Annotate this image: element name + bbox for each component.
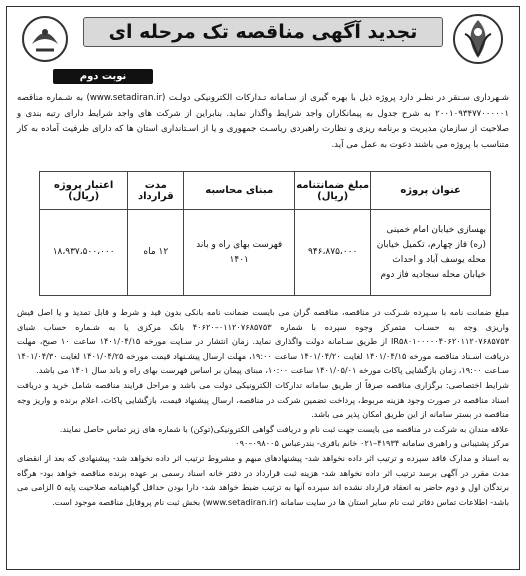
projects-table (39, 171, 491, 296)
cell-duration: ۱۲ ماه (128, 210, 184, 296)
turn-badge (53, 69, 153, 84)
cell-guarantee: ۹۴۶،۸۷۵،۰۰۰ (295, 210, 371, 296)
notice-title-band (83, 17, 443, 47)
turn-label: نوبت دوم (79, 71, 127, 82)
cell-project: بهسازی خیابان امام خمینی (ره) فاز چهارم، تکمیل خیابان محله یوسف آباد و احداث خیابان محله سجادیه فاز دوم (371, 210, 491, 296)
paragraph-special-conditions: شرایط اختصاصی: برگزاری مناقصه صرفاً از طریق سامانه تدارکات الکترونیکی دولت می باشد و مراحل فرایند مناقصه شامل خرید و دریافت اسناد مناقصه در صورت وجود هزینه مربوط، پرداخت تضمین شرکت در مناقصه، ارسال پیشنهاد قیمت، بازگشایی پاکات، اعلام برنده و واریز وجه مناقصه در بستر سامانه از این طریق امکان پذیر می باشد. (17, 379, 509, 420)
col-header-credit: اعتبار پروژه (ریال) (40, 172, 128, 210)
paragraph-support-contact: مرکز پشتیبانی و راهبری سامانه ۴۱۹۳۴–۰۲۱ خانم باقری- بندرعباس ۰۹۸۰۰۵–۰۹۰ (235, 438, 509, 449)
paragraph-terms: به اسناد و مدارک فاقد سپرده و ترتیب اثر داده نخواهد شد- پیشنهادهای مبهم و مشروط ترتیب اثر داده نخواهد شد- پیشنهادی که بعد از انقضای مدت مقرر در آگهی برسد ترتیب اثر داده نخواهد شد- هزینه ثبت قرارداد در دفتر خانه اسناد رسمی بر عهده برنده مناقصه خواهد بود- هرگاه برندگان اول و دوم حاضر به انعقاد قرارداد نشده اند سپرده آنها به ترتیب ضبط خواهد شد- دارا بودن حداقل گواهینامه صلاحیت پایه ۵ الزامی می باشد- اطلاعات تماس دفاتر ثبت نام سایر استان ها در سایت سامانه (www.setadiran.ir) بخش ثبت نام پروفایل مناقصه موجود است. (17, 452, 510, 507)
table-row (40, 210, 491, 296)
notice-header (13, 11, 513, 59)
paragraph-registration: علاقه مندان به شرکت در مناقصه می بایست جهت ثبت نام و دریافت گواهی الکترونیکی(توکن) با شماره های زیر تماس حاصل نمایند. (59, 423, 509, 434)
intro-text: شـهرداری سـنقر در نظـر دارد پروژه ذیل با بهره گیری از سـامانه تـدارکات الکترونیکی دولـت (www.setadiran.ir) به شـماره مناقصه ۲۰۰۱۰۹۳۴۷۷۰۰۰۰۰۱ به شرح جدول به پیمانکاران واجد شرایط واگذار نماید. بنابراین از شرکت های واجد شرایط دارای رتبه بندی و صلاحیت از سازمان مدیریت و برنامه ریزی و نظارت راهبردی ریاسـت جمهوری و یا از اسـتانداری استان ها که دارای ظرفیت آماده به کار متناسب با پروژه می باشند دعوت به عمل می آید. (17, 93, 509, 150)
col-header-guarantee: مبلغ ضمانتنامه (ریال) (295, 172, 371, 210)
municipality-logo-icon (447, 11, 509, 67)
table-header-row (40, 172, 491, 210)
notice-title: تجدید آگهی مناقصه تک مرحله ای (108, 21, 418, 43)
conditions-text (17, 305, 509, 509)
cell-basis: فهرست بهای راه و باند ۱۴۰۱ (184, 210, 295, 296)
col-header-project: عنوان پروژه (371, 172, 491, 210)
paragraph-guarantee: مبلغ ضمانت نامه با سـپرده شـرکت در مناقصه، مناقصه گران می بایست ضمانت نامه بانکی بدون قید و شرط و قابل تمدید و یا اصل فیش واریزی وجه به حسـاب متمرکز وجوه سپرده با شماره ۰۱۱۲۰۷۶۸۵۷۵۳–۴۰۶۲۰ بانک مرکزی یا به شـماره حساب شبای IR۵۸۰۱۰۰۰۰۰۴۰۶۲۰۱۱۲۰۷۶۸۵۷۵۳ از طریق سـامانه دولت واگذاری نماید. زمان انتشار در سـایت مورخه ۱۴۰۱/۰۴/۱۵ ساعت ۱۰ صبح، مهلت دریافت اسـناد مناقصه مورخه ۱۴۰۱/۰۴/۱۵ لغایت ۱۴۰۱/۰۴/۲۰ ساعت ۱۹:۰۰، مهلت ارسال پیشـنهاد قیمت مورخه ۱۴۰۱/۰۴/۲۵ لغایت ۱۴۰۱/۰۴/۳۰ سـاعت ۱۹:۰۰، زمان بازگشایی پاکات مورخه ۱۴۰۱/۰۵/۰۱ ساعت ۱۰:۰۰، مبنای پیمان بر اساس فهرست بهای راه و باند سال ۱۴۰۱ می باشد. (17, 307, 510, 376)
intro-paragraph (17, 91, 509, 153)
notice-page (6, 6, 520, 570)
cell-credit: ۱۸،۹۳۷،۵۰۰،۰۰۰ (40, 210, 128, 296)
col-header-basis: مبنای محاسبه (184, 172, 295, 210)
emblem-logo-icon (17, 11, 73, 67)
col-header-duration: مدت قرارداد (128, 172, 184, 210)
